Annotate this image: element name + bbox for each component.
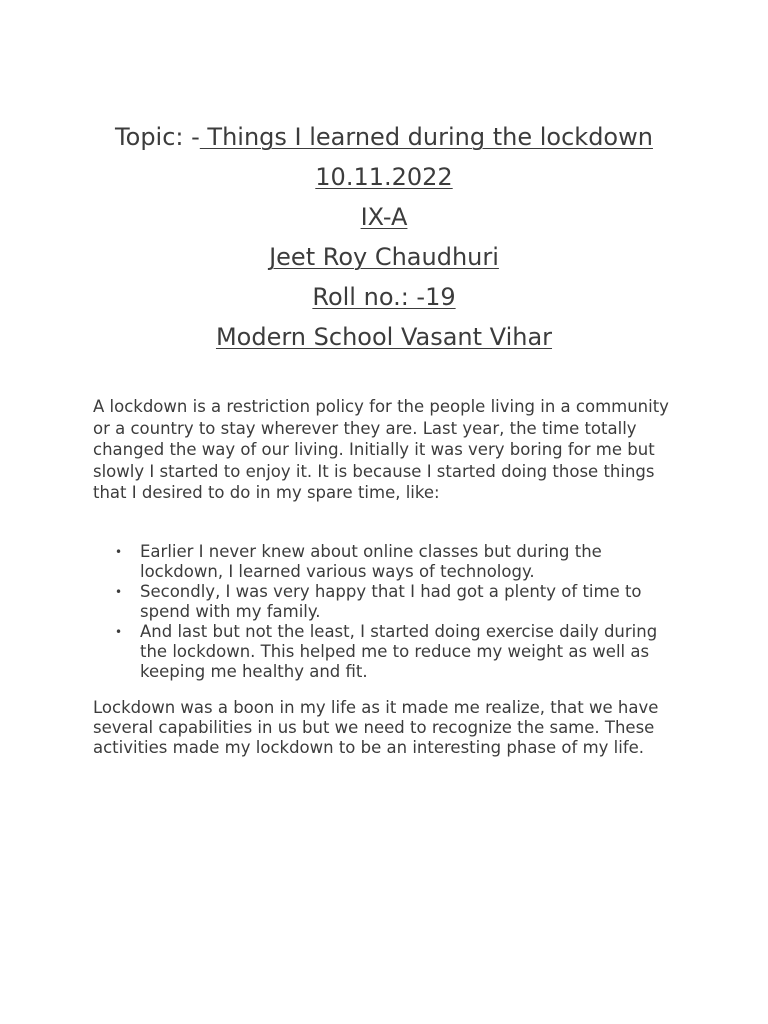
topic-heading: [100, 122, 668, 152]
bullet-list: [93, 542, 683, 682]
conclusion-paragraph: Lockdown was a boon in my life as it made me realize, that we have several capabilities in us but we need to recognize the same. These activities made my lockdown to be an interesting phase of my life.: [93, 698, 659, 757]
bullet-icon: •: [115, 585, 123, 599]
list-item: [93, 582, 683, 622]
topic-title: Things I learned during the lockdown: [199, 123, 653, 151]
roll-number: Roll no.: -19: [312, 283, 456, 311]
bullet-icon: •: [115, 625, 123, 639]
list-item: [93, 622, 683, 682]
school-line: [100, 322, 668, 352]
date-text: 10.11.2022: [315, 163, 453, 191]
roll-line: [100, 282, 668, 312]
student-name: Jeet Roy Chaudhuri: [269, 243, 499, 271]
name-line: [100, 242, 668, 272]
list-item-text: And last but not the least, I started doing exercise daily during the lockdown. This helped me to reduce my weight as well as keeping me healthy and fit.: [140, 622, 658, 681]
topic-prefix: Topic: -: [115, 123, 200, 151]
school-name: Modern School Vasant Vihar: [215, 323, 553, 351]
document-header: [100, 122, 668, 362]
list-item-text: Earlier I never knew about online classes but during the lockdown, I learned various ways of technology.: [140, 542, 602, 581]
date-line: [100, 162, 668, 192]
class-text: IX-A: [360, 203, 408, 231]
intro-paragraph: A lockdown is a restriction policy for the people living in a community or a country to stay wherever they are. Last year, the time totally changed the way of our living. Initially it was very boring for me but slowly I started to enjoy it. It is because I started doing those things that I desired to do in my spare time, like:: [93, 397, 669, 502]
list-item: [93, 542, 683, 582]
class-line: [100, 202, 668, 232]
bullet-icon: •: [115, 545, 123, 559]
list-item-text: Secondly, I was very happy that I had got a plenty of time to spend with my family.: [140, 582, 642, 621]
